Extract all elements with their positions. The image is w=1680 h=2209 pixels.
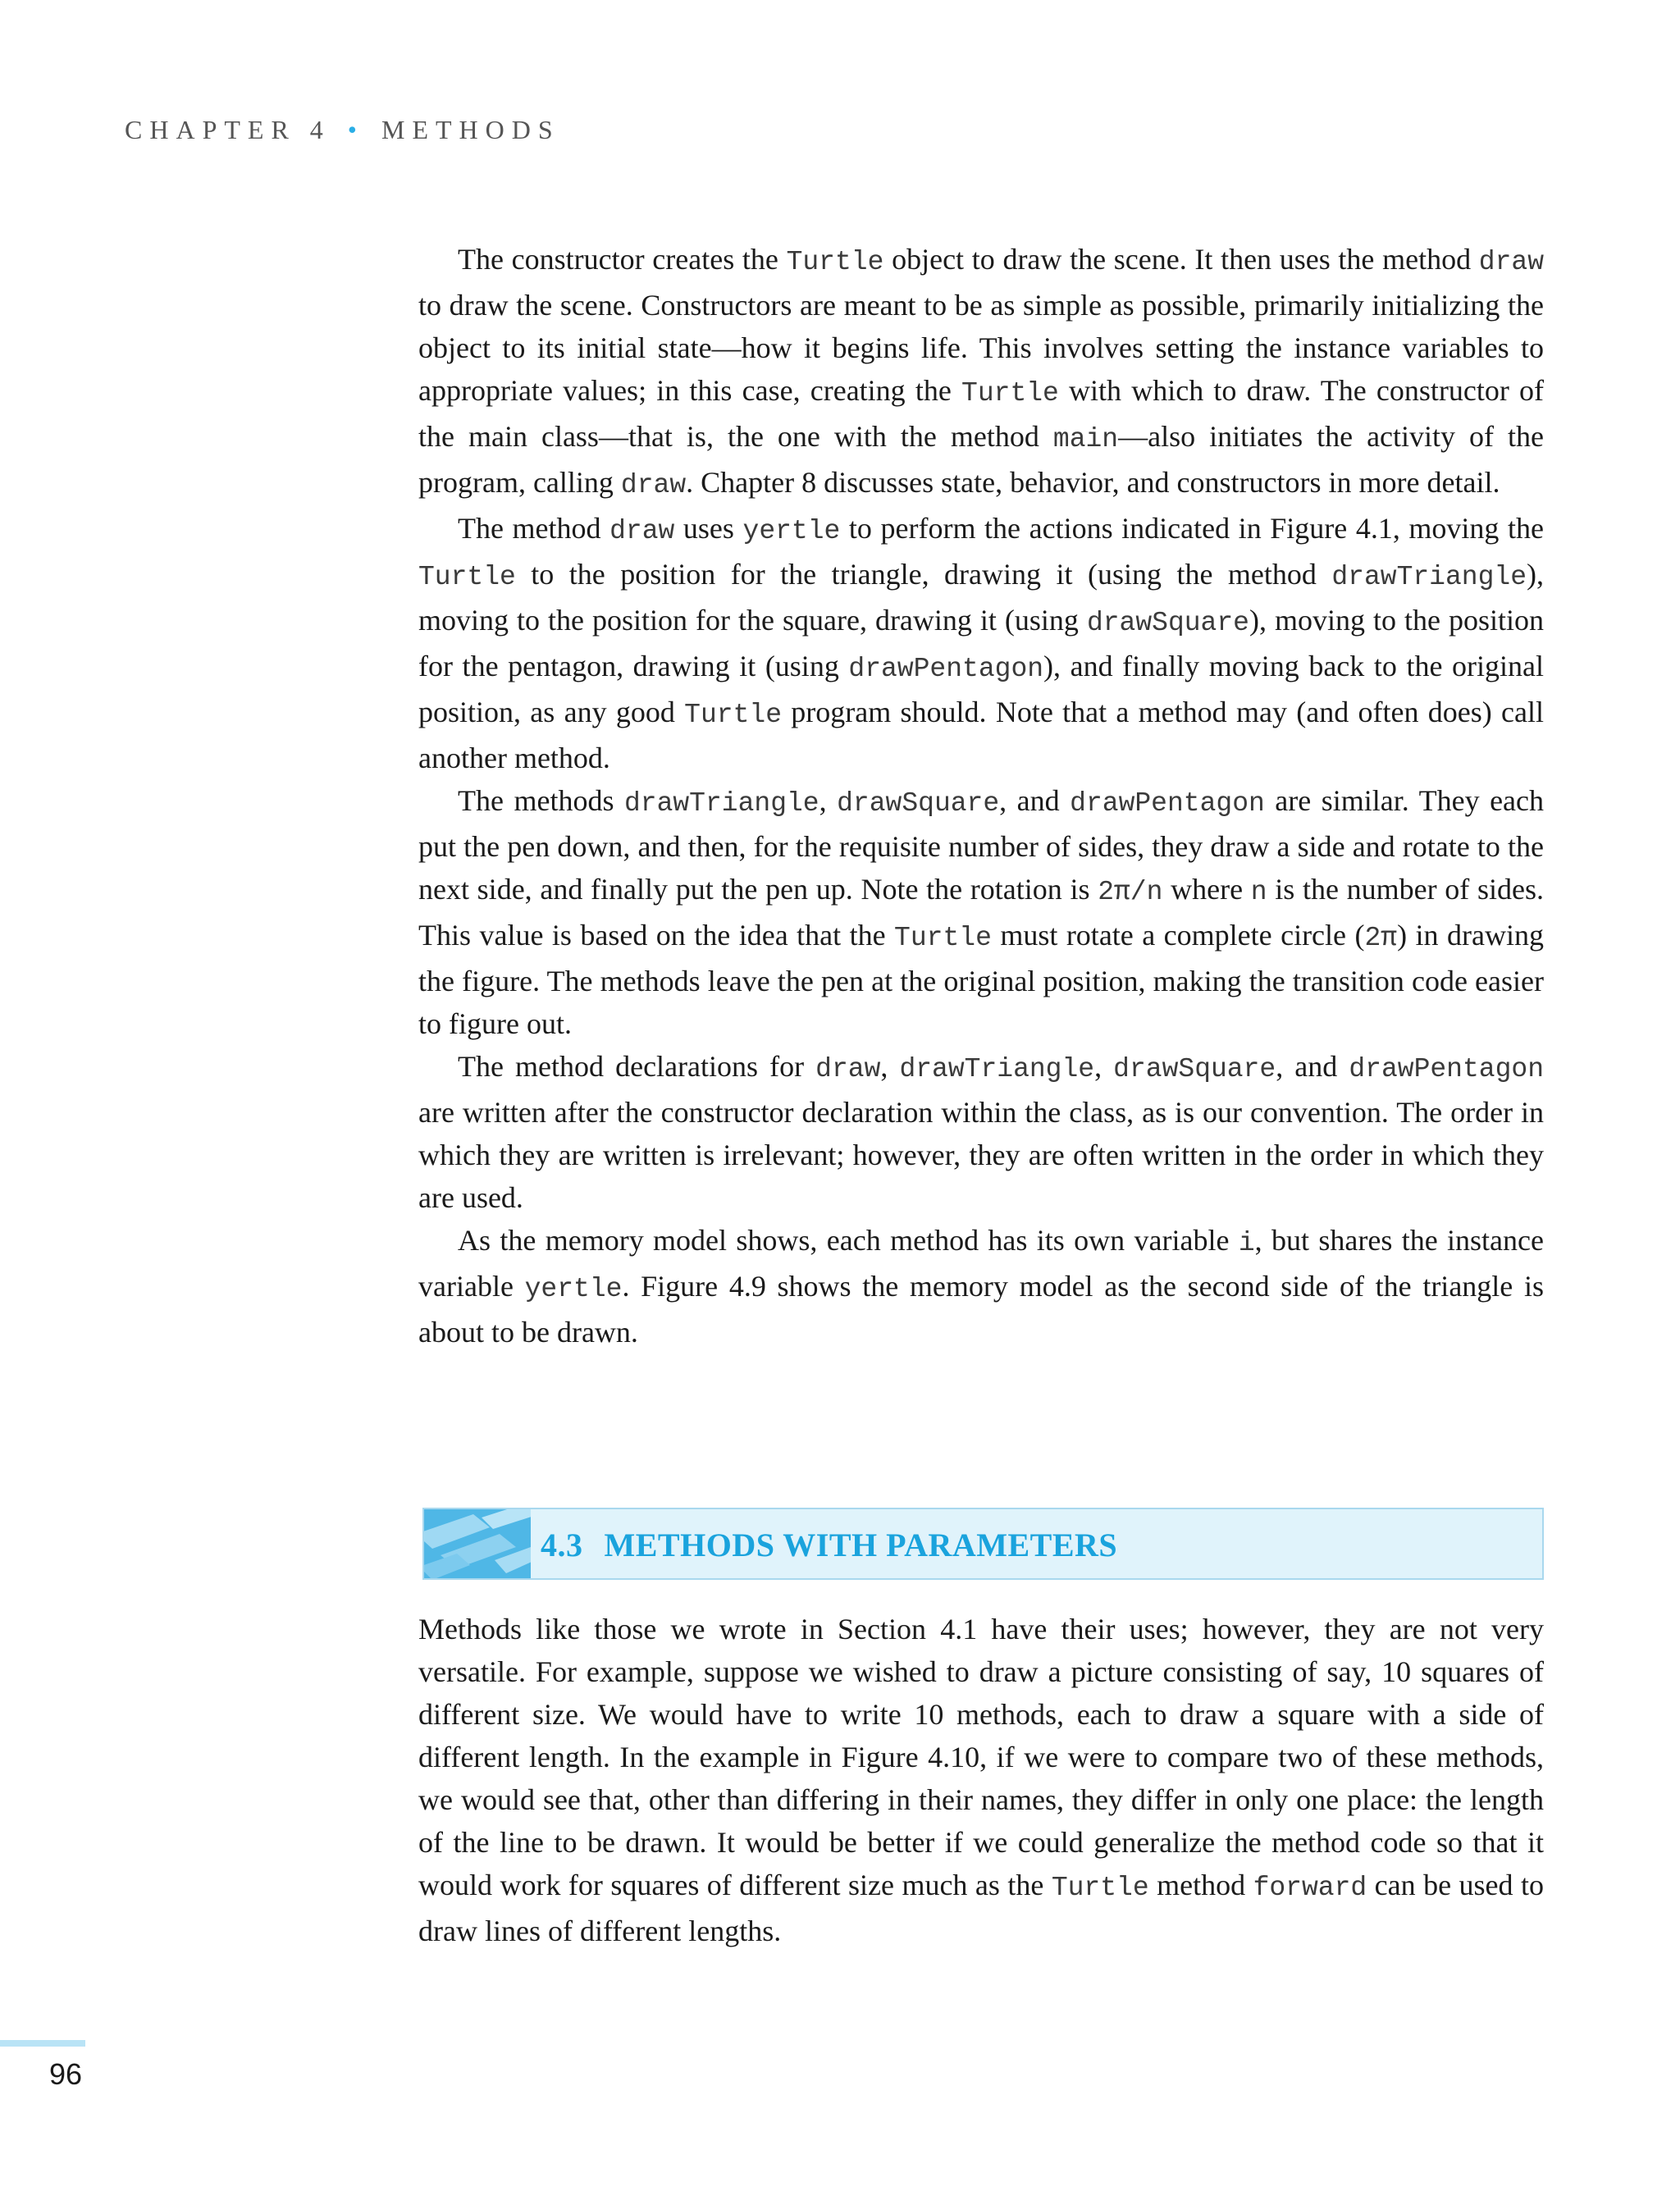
code-term: Turtle [418, 562, 516, 592]
code-term: i [1238, 1228, 1255, 1258]
text-run: object to draw the scene. It then uses the method [883, 243, 1479, 276]
text-run: , [1094, 1050, 1114, 1083]
code-term: yertle [742, 516, 841, 546]
page-number: 96 [49, 2057, 83, 2091]
text-run: . Chapter 8 discusses state, behavior, and constructors in more detail. [686, 466, 1500, 499]
text-run: must rotate a complete circle ( [991, 919, 1365, 952]
text-run: with which to draw. The constructor of the main class—that is, the one with the method [418, 374, 1544, 453]
code-term: 2π/n [1098, 877, 1163, 907]
code-term: draw [609, 516, 675, 546]
text-run: to the position for the triangle, drawing it (using the method [515, 558, 1332, 591]
code-term: drawPentagon [848, 654, 1044, 684]
section-number: 4.3 [541, 1527, 583, 1563]
code-term: main [1052, 424, 1119, 454]
text-run: ), and finally moving back to the original position, as any good [418, 650, 1544, 728]
paragraph-declarations [418, 1045, 1544, 1219]
text-run: ), moving to the position for the square, drawing it (using [418, 558, 1544, 637]
text-run: is the number of sides. This value is based on the idea that the [418, 873, 1544, 952]
text-run: The methods [458, 784, 624, 817]
text-run: The method declarations for [458, 1050, 816, 1083]
code-term: draw [620, 470, 687, 500]
code-term: forward [1253, 1873, 1367, 1903]
body-text-lower [418, 1608, 1544, 1952]
code-term: Turtle [684, 700, 782, 730]
paragraph-memory-model [418, 1219, 1544, 1353]
text-run: , and [1276, 1050, 1349, 1083]
code-term: drawTriangle [899, 1054, 1095, 1084]
text-run: method [1148, 1869, 1253, 1901]
code-term: drawSquare [1113, 1054, 1276, 1084]
code-term: drawPentagon [1070, 788, 1265, 819]
paragraph-constructor [418, 238, 1544, 507]
code-term: Turtle [786, 247, 884, 277]
paragraph-draw-methods [418, 779, 1544, 1045]
code-term: drawPentagon [1349, 1054, 1544, 1084]
running-head [125, 115, 560, 145]
code-term: yertle [524, 1274, 623, 1304]
code-term: drawSquare [1086, 608, 1249, 638]
running-head-bullet: • [347, 115, 364, 144]
text-run: are written after the constructor declaration within the class, as is our convention. The order in which they are written is irrelevant; however, they are often written in the order in which they are used. [418, 1096, 1544, 1214]
text-run: —also initiates the activity of the program, calling [418, 420, 1545, 499]
text-run: , and [999, 784, 1071, 817]
code-term: Turtle [961, 378, 1059, 408]
text-run: uses [674, 512, 743, 545]
paragraph-parameters-intro [418, 1608, 1544, 1952]
text-run: program should. Note that a method may (and often does) call another method. [418, 696, 1544, 774]
text-run: As the memory model shows, each method has its own variable [458, 1224, 1239, 1257]
text-run: The method [458, 512, 610, 545]
text-run: ) in drawing the figure. The methods leave the pen at the original position, making the transition code easier to figure out. [418, 919, 1544, 1040]
code-term: drawTriangle [623, 788, 819, 819]
code-term: drawSquare [837, 788, 1000, 819]
code-term: drawTriangle [1331, 562, 1527, 592]
text-run: , but shares the instance variable [418, 1224, 1544, 1303]
text-run: , [880, 1050, 900, 1083]
section-heading-banner [422, 1508, 1544, 1580]
text-run: . Figure 4.9 shows the memory model as the second side of the triangle is about to be drawn. [418, 1270, 1544, 1349]
section-title-text: METHODS WITH PARAMETERS [604, 1527, 1118, 1563]
code-term: 2π [1364, 923, 1398, 953]
code-term: Turtle [894, 923, 992, 953]
running-head-chapter: CHAPTER 4 [125, 115, 331, 144]
text-run: can be used to draw lines of different lengths. [418, 1869, 1544, 1947]
text-run: Methods like those we wrote in Section 4.1 have their uses; however, they are not very versatile. For example, suppose we wished to draw a picture consisting of say, 10 squares of different size. We would have to write 10 methods, each to draw a square with a side of different length. In the example in Figure 4.10, if we were to compare two of these methods, we would see that, other than differing in their names, they differ in only one place: the length of the line to be drawn. It would be better if we could generalize the method code so that it would work for squares of different size much as the [418, 1613, 1544, 1901]
text-run: to draw the scene. Constructors are meant to be as simple as possible, primarily initializing the object to its initial state—how it begins life. This involves setting the instance variables to appropriate values; in this case, creating the [418, 289, 1544, 407]
page-number-rule [0, 2040, 85, 2047]
running-head-title: METHODS [381, 115, 560, 144]
text-run: to perform the actions indicated in Figure 4.1, moving the [840, 512, 1544, 545]
code-term: draw [1478, 247, 1544, 277]
code-term: draw [815, 1054, 881, 1084]
text-run: , [819, 784, 838, 817]
section-title [541, 1526, 1117, 1564]
code-term: n [1250, 877, 1267, 907]
keyboard-keys-icon [424, 1509, 531, 1578]
text-run: are similar. They each put the pen down, and then, for the requisite number of sides, they draw a side and rotate to the next side, and finally put the pen up. Note the rotation is [418, 784, 1545, 906]
body-text-upper [418, 238, 1544, 1353]
text-run: The constructor creates the [458, 243, 787, 276]
code-term: Turtle [1051, 1873, 1149, 1903]
text-run: where [1162, 873, 1251, 906]
paragraph-method-draw [418, 507, 1544, 779]
text-run: ), moving to the position for the pentagon, drawing it (using [418, 604, 1544, 682]
